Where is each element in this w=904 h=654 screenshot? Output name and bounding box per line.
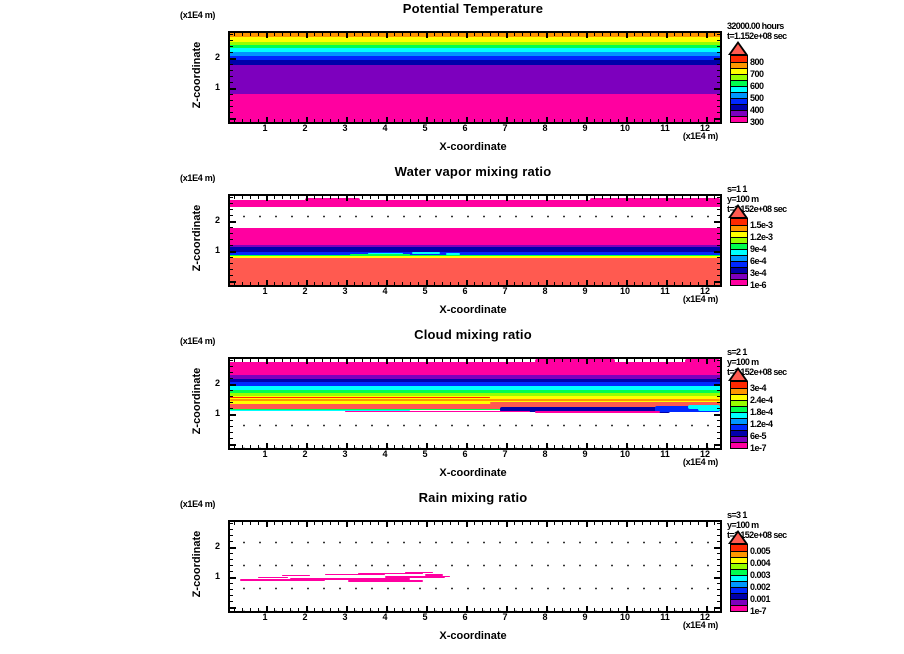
x-tick-label: 11	[660, 612, 670, 622]
time-annotation: t=1.152e+08 sec	[727, 530, 787, 540]
contour-patch	[535, 411, 660, 413]
x-tick-label: 8	[542, 449, 548, 459]
contour-band	[230, 362, 720, 375]
colorbar	[730, 381, 748, 449]
x-tick-label: 1	[262, 123, 268, 133]
x-unit-label: (x1E4 m)	[682, 620, 718, 630]
time-annotation: t=1.152e+08 sec	[727, 367, 787, 377]
time-annotation: y=100 m	[727, 194, 759, 204]
time-annotation: s=1 1	[727, 184, 747, 194]
colorbar-cell	[731, 116, 747, 122]
z-axis-label: Z-coordinate	[191, 41, 203, 109]
plot-area	[228, 31, 722, 124]
colorbar-tick-label: 700	[750, 69, 764, 79]
y-tick-label: 2	[214, 52, 220, 62]
axis-ticks	[230, 608, 720, 611]
y-unit-label: (x1E4 m)	[180, 336, 216, 346]
colorbar-tick-label: 0.001	[750, 594, 771, 604]
colorbar-tick-label: 1.2e-3	[750, 232, 773, 242]
x-tick-label: 11	[660, 449, 670, 459]
y-unit-label: (x1E4 m)	[180, 173, 216, 183]
z-axis-label: Z-coordinate	[191, 204, 203, 272]
colorbar	[730, 218, 748, 286]
x-tick-label: 10	[619, 449, 630, 459]
time-annotation: t=1.152e+08 sec	[727, 204, 787, 214]
colorbar-tick-label: 2.4e-4	[750, 395, 773, 405]
x-tick-label: 12	[699, 123, 710, 133]
x-tick-label: 7	[502, 612, 508, 622]
x-tick-label: 5	[422, 612, 428, 622]
axis-ticks	[230, 522, 720, 525]
colorbar-tick-label: 1e-7	[750, 443, 767, 453]
contour-patch	[305, 198, 360, 207]
x-tick-label: 10	[619, 123, 630, 133]
colorbar-tick-label: 0.005	[750, 546, 771, 556]
colorbar-tick-label: 600	[750, 81, 764, 91]
y-tick-label: 1	[214, 245, 220, 255]
colorbar-tick-label: 1e-7	[750, 606, 767, 616]
x-tick-label: 2	[302, 612, 308, 622]
colorbar-tick-label: 400	[750, 105, 764, 115]
x-tick-label: 5	[422, 449, 428, 459]
colorbar-tick-label: 6e-5	[750, 431, 767, 441]
x-tick-label: 2	[302, 123, 308, 133]
x-tick-label: 6	[462, 612, 468, 622]
x-tick-label: 10	[619, 612, 630, 622]
colorbar-cell	[731, 442, 747, 448]
x-tick-label: 11	[660, 286, 670, 296]
panel-1	[0, 0, 904, 163]
axis-ticks	[230, 522, 720, 527]
z-axis-label: Z-coordinate	[191, 530, 203, 598]
x-tick-label: 7	[502, 123, 508, 133]
x-tick-label: 5	[422, 286, 428, 296]
x-tick-label: 3	[342, 612, 348, 622]
axis-ticks	[230, 445, 720, 448]
time-annotation: s=2 1	[727, 347, 747, 357]
panel-title: Rain mixing ratio	[418, 490, 528, 505]
contour-band	[230, 228, 720, 245]
contour-patch	[230, 399, 720, 401]
colorbar-tick-label: 0.002	[750, 582, 771, 592]
contour-patch	[282, 575, 310, 577]
x-tick-label: 2	[302, 286, 308, 296]
contour-patch	[412, 252, 440, 254]
x-axis-label: X-coordinate	[439, 304, 507, 316]
contour-patch	[425, 574, 443, 576]
x-tick-label: 1	[262, 612, 268, 622]
x-axis-label: X-coordinate	[439, 630, 507, 642]
x-tick-label: 3	[342, 123, 348, 133]
x-tick-label: 4	[382, 449, 388, 459]
x-tick-label: 6	[462, 449, 468, 459]
time-annotation: y=100 m	[727, 520, 759, 530]
contour-patch	[446, 253, 460, 255]
x-unit-label: (x1E4 m)	[682, 294, 718, 304]
panel-3	[0, 326, 904, 489]
axis-ticks	[230, 522, 236, 611]
colorbar	[730, 55, 748, 123]
x-axis-label: X-coordinate	[439, 467, 507, 479]
x-axis-label: X-coordinate	[439, 141, 507, 153]
axis-ticks	[714, 522, 720, 611]
x-tick-label: 12	[699, 449, 710, 459]
x-tick-label: 7	[502, 449, 508, 459]
panel-4	[0, 489, 904, 652]
contour-patch	[535, 359, 615, 363]
x-tick-label: 12	[699, 286, 710, 296]
y-tick-label: 2	[214, 215, 220, 225]
axis-ticks	[230, 522, 233, 611]
y-unit-label: (x1E4 m)	[180, 10, 216, 20]
contour-patch	[385, 576, 445, 578]
y-tick-label: 2	[214, 378, 220, 388]
colorbar-arrow-icon	[731, 533, 745, 543]
x-tick-label: 6	[462, 286, 468, 296]
axis-ticks	[230, 606, 720, 611]
panel-title: Cloud mixing ratio	[414, 327, 532, 342]
colorbar-tick-label: 500	[750, 93, 764, 103]
x-tick-label: 9	[582, 612, 588, 622]
x-tick-label: 8	[542, 612, 548, 622]
colorbar-tick-label: 800	[750, 57, 764, 67]
contour-band	[230, 94, 720, 123]
contour-patch	[348, 580, 423, 582]
y-tick-label: 1	[214, 408, 220, 418]
colorbar-tick-label: 1.5e-3	[750, 220, 773, 230]
x-tick-label: 9	[582, 286, 588, 296]
x-tick-label: 9	[582, 123, 588, 133]
x-tick-label: 7	[502, 286, 508, 296]
colorbar-tick-label: 9e-4	[750, 244, 767, 254]
axis-ticks	[717, 522, 720, 611]
colorbar-tick-label: 1.2e-4	[750, 419, 773, 429]
x-tick-label: 11	[660, 123, 670, 133]
x-tick-label: 3	[342, 449, 348, 459]
plot-area	[228, 194, 722, 287]
plot-area	[228, 520, 722, 613]
y-tick-label: 1	[214, 82, 220, 92]
x-tick-label: 5	[422, 123, 428, 133]
x-tick-label: 6	[462, 123, 468, 133]
time-annotation: 32000.00 hours	[727, 21, 784, 31]
x-tick-label: 4	[382, 123, 388, 133]
contour-band	[230, 65, 720, 94]
x-tick-label: 2	[302, 449, 308, 459]
x-unit-label: (x1E4 m)	[682, 131, 718, 141]
contour-patch	[490, 402, 720, 405]
x-tick-label: 1	[262, 449, 268, 459]
x-tick-label: 8	[542, 286, 548, 296]
colorbar-tick-label: 300	[750, 117, 764, 127]
x-unit-label: (x1E4 m)	[682, 457, 718, 467]
colorbar-tick-label: 0.003	[750, 570, 771, 580]
colorbar-tick-label: 3e-4	[750, 383, 767, 393]
time-annotation: t=1.152e+08 sec	[727, 31, 787, 41]
colorbar-tick-label: 0.004	[750, 558, 771, 568]
contour-patch	[405, 572, 433, 574]
contour-patch	[350, 254, 410, 255]
axis-ticks	[230, 443, 720, 448]
contour-patch	[685, 359, 720, 363]
panel-2	[0, 163, 904, 326]
colorbar-tick-label: 6e-4	[750, 256, 767, 266]
colorbar-arrow-icon	[731, 370, 745, 380]
contour-band	[230, 258, 720, 285]
colorbar-arrow-icon	[731, 44, 745, 54]
panel-title: Potential Temperature	[402, 1, 544, 16]
colorbar-tick-label: 1e-6	[750, 280, 767, 290]
x-tick-label: 4	[382, 286, 388, 296]
x-tick-label: 3	[342, 286, 348, 296]
contour-patch	[698, 407, 720, 411]
x-tick-label: 12	[699, 612, 710, 622]
contour-patch	[590, 198, 720, 207]
colorbar-tick-label: 1.8e-4	[750, 407, 773, 417]
colorbar-cell	[731, 279, 747, 285]
contour-patch	[345, 411, 530, 413]
plot-area	[228, 357, 722, 450]
colorbar-tick-label: 3e-4	[750, 268, 767, 278]
colorbar	[730, 544, 748, 612]
colorbar-cell	[731, 605, 747, 611]
x-tick-label: 1	[262, 286, 268, 296]
y-tick-label: 1	[214, 571, 220, 581]
x-tick-label: 9	[582, 449, 588, 459]
y-unit-label: (x1E4 m)	[180, 499, 216, 509]
colorbar-arrow-icon	[731, 207, 745, 217]
x-tick-label: 8	[542, 123, 548, 133]
time-annotation: s=3 1	[727, 510, 747, 520]
x-tick-label: 10	[619, 286, 630, 296]
panel-title: Water vapor mixing ratio	[394, 164, 552, 179]
x-tick-label: 4	[382, 612, 388, 622]
z-axis-label: Z-coordinate	[191, 367, 203, 435]
y-tick-label: 2	[214, 541, 220, 551]
time-annotation: y=100 m	[727, 357, 759, 367]
